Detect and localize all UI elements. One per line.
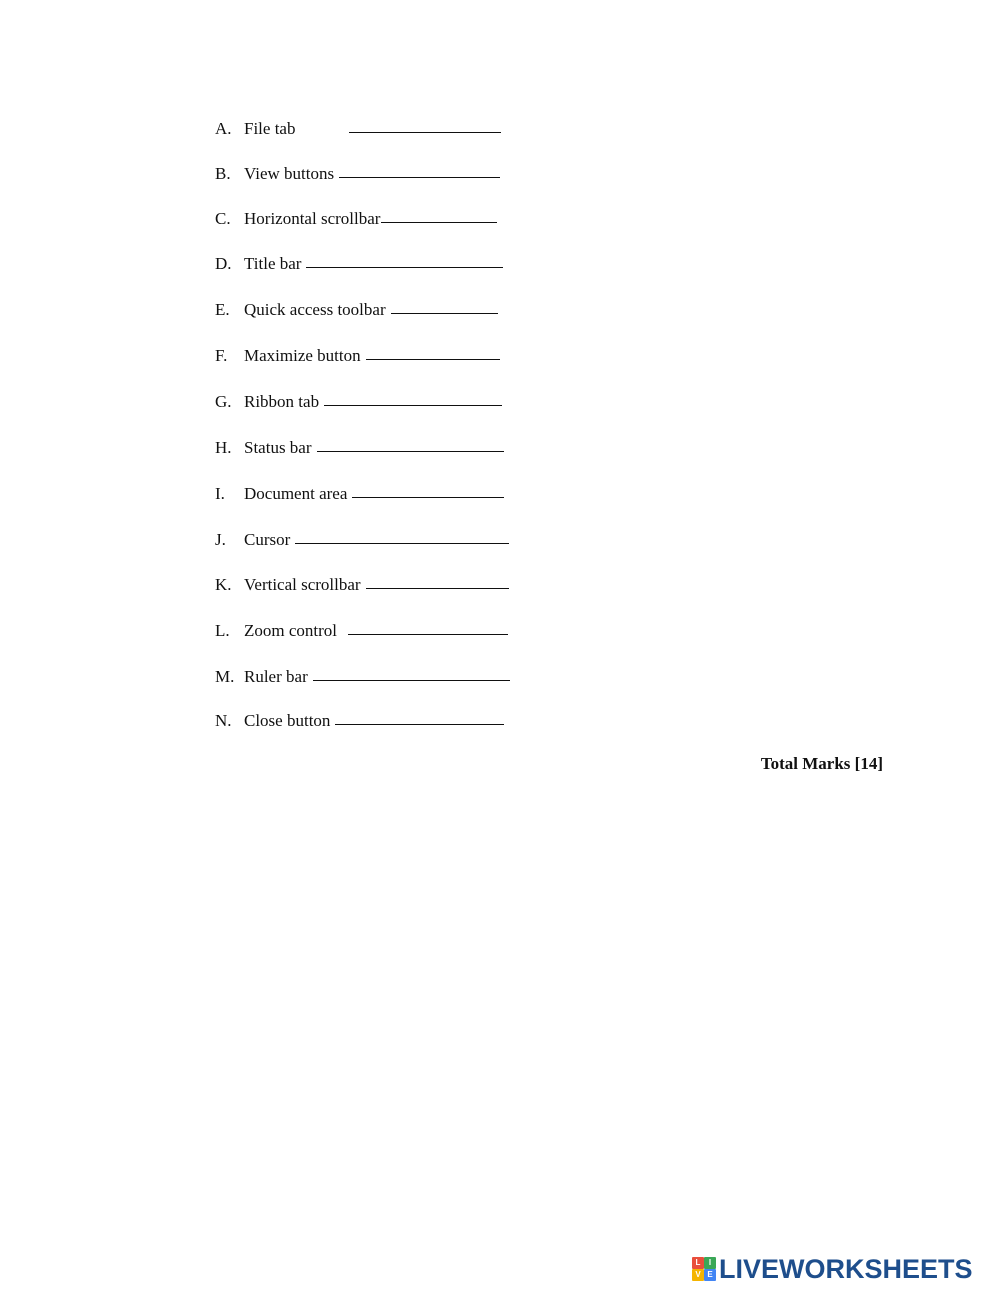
item-letter: G. <box>215 392 232 411</box>
liveworksheets-logo-icon <box>692 1257 716 1281</box>
item-letter: J. <box>215 530 226 549</box>
item-h <box>215 435 504 459</box>
item-d <box>215 251 503 275</box>
item-e <box>215 297 498 321</box>
item-letter: L. <box>215 621 230 640</box>
logo-letter: E <box>704 1269 716 1281</box>
item-letter: D. <box>215 254 232 273</box>
item-label: View buttons <box>244 164 335 183</box>
item-g <box>215 389 502 413</box>
item-letter: A. <box>215 119 232 138</box>
item-label: Ruler bar <box>244 667 308 686</box>
answer-blank-l[interactable] <box>348 617 508 635</box>
answer-blank-c[interactable] <box>381 205 497 223</box>
logo-letter: V <box>692 1269 704 1281</box>
item-k <box>215 572 509 596</box>
item-label: Maximize button <box>244 346 361 365</box>
logo-letter: I <box>704 1257 716 1269</box>
item-letter: E. <box>215 300 230 319</box>
item-n <box>215 708 504 732</box>
item-label: Status bar <box>244 438 312 457</box>
item-i <box>215 481 504 505</box>
answer-blank-m[interactable] <box>313 663 510 681</box>
item-letter: K. <box>215 575 232 594</box>
item-label: Title bar <box>244 254 302 273</box>
item-label: Quick access toolbar <box>244 300 386 319</box>
item-letter: F. <box>215 346 228 365</box>
item-letter: M. <box>215 667 235 686</box>
item-m <box>215 664 510 688</box>
answer-blank-e[interactable] <box>391 296 498 314</box>
answer-blank-g[interactable] <box>324 388 502 406</box>
answer-blank-b[interactable] <box>339 160 500 178</box>
brand-name: LIVEWORKSHEETS <box>719 1254 973 1284</box>
item-letter: B. <box>215 164 231 183</box>
answer-blank-k[interactable] <box>366 571 509 589</box>
item-b <box>215 161 500 185</box>
answer-blank-f[interactable] <box>366 342 500 360</box>
item-label: Horizontal scrollbar <box>244 209 381 228</box>
item-label: File tab <box>244 119 296 138</box>
answer-blank-a[interactable] <box>349 115 501 133</box>
answer-blank-i[interactable] <box>352 480 504 498</box>
answer-blank-d[interactable] <box>306 250 503 268</box>
item-letter: H. <box>215 438 232 457</box>
item-f <box>215 343 500 367</box>
item-letter: I. <box>215 484 225 503</box>
item-c <box>215 206 497 230</box>
item-label: Zoom control <box>244 621 338 640</box>
item-l <box>215 618 508 642</box>
liveworksheets-logo <box>692 1254 973 1284</box>
item-letter: N. <box>215 711 232 730</box>
item-label: Document area <box>244 484 348 503</box>
item-j <box>215 527 509 551</box>
answer-blank-h[interactable] <box>317 434 504 452</box>
item-a <box>215 116 501 140</box>
item-label: Ribbon tab <box>244 392 320 411</box>
item-letter: C. <box>215 209 231 228</box>
answer-blank-j[interactable] <box>295 526 509 544</box>
total-marks: Total Marks [14] <box>760 754 883 773</box>
item-label: Cursor <box>244 530 291 549</box>
logo-letter: L <box>692 1257 704 1269</box>
item-label: Close button <box>244 711 331 730</box>
answer-blank-n[interactable] <box>335 707 504 725</box>
item-label: Vertical scrollbar <box>244 575 361 594</box>
